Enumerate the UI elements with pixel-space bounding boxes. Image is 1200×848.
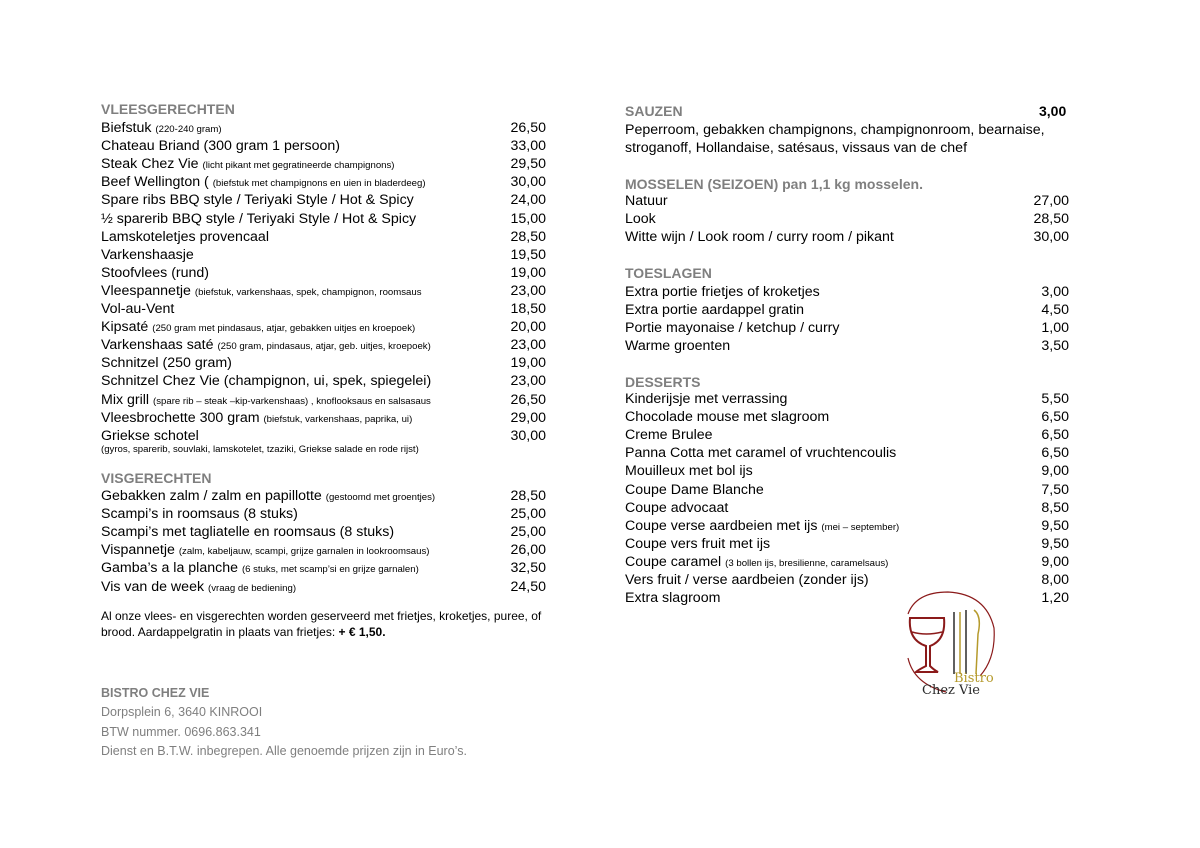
menu-item-price: 27,00 bbox=[1033, 193, 1069, 209]
menu-item-name bbox=[101, 119, 222, 139]
menu-item-note: (licht pikant met gegratineerde champignons) bbox=[202, 160, 395, 172]
menu-item-title: Coupe verse aardbeien met ijs bbox=[625, 517, 818, 534]
footer-btw: BTW nummer. 0696.863.341 bbox=[101, 725, 261, 739]
menu-item-title: Portie mayonaise / ketchup / curry bbox=[625, 320, 840, 337]
footer-service: Dienst en B.T.W. inbegrepen. Alle genoemde prijzen zijn in Euro’s. bbox=[101, 744, 467, 758]
menu-item-note: (vraag de bediening) bbox=[208, 582, 297, 594]
section-heading-desserts: DESSERTS bbox=[625, 374, 701, 390]
menu-item-title: Varkenshaas saté bbox=[101, 337, 214, 354]
menu-item-name bbox=[625, 499, 728, 517]
section-heading-vis: VISGERECHTEN bbox=[101, 470, 212, 486]
sauzen-line2-text: stroganoff, Hollandaise, satésaus, vissaus van de chef bbox=[625, 140, 968, 156]
footer-bistro-name: BISTRO CHEZ VIE bbox=[101, 686, 210, 700]
menu-item-title: Warme groenten bbox=[625, 338, 731, 355]
menu-item-note: (gestoomd met groentjes) bbox=[325, 492, 436, 503]
menu-item-price: 1,20 bbox=[1041, 590, 1069, 607]
menu-item-price: 9,50 bbox=[1041, 535, 1069, 552]
menu-item-name bbox=[101, 264, 209, 282]
menu-item-name bbox=[101, 541, 429, 561]
sauzen-line1-text: Peperroom, gebakken champignons, champignonroom, bearnaise, bbox=[625, 122, 1045, 138]
menu-item-price: 30,00 bbox=[510, 174, 546, 191]
menu-item-price: 1,00 bbox=[1041, 320, 1069, 337]
mosselen-heading-suffix: pan 1,1 kg mosselen. bbox=[778, 176, 923, 192]
menu-item-name bbox=[625, 535, 770, 553]
menu-item-price: 33,00 bbox=[510, 138, 546, 155]
menu-item-price: 32,50 bbox=[510, 560, 546, 577]
menu-item-name bbox=[101, 300, 174, 318]
menu-item-name bbox=[625, 283, 820, 301]
menu-item-title: Kipsaté bbox=[101, 319, 149, 336]
menu-item-title: Extra slagroom bbox=[625, 590, 721, 607]
menu-item-price: 19,00 bbox=[510, 264, 546, 281]
menu-item-price: 3,00 bbox=[1041, 284, 1069, 300]
sauzen-price: 3,00 bbox=[1039, 103, 1067, 119]
menu-item-name bbox=[625, 301, 804, 319]
menu-item-title: Steak Chez Vie bbox=[101, 156, 199, 173]
menu-item-price: 9,50 bbox=[1041, 517, 1069, 534]
menu-item-title: Griekse schotel bbox=[101, 427, 199, 444]
menu-item-price: 29,00 bbox=[510, 409, 546, 426]
menu-item-title: Stoofvlees (rund) bbox=[101, 264, 210, 281]
bistro-logo bbox=[896, 588, 1000, 698]
section-heading-sauzen: SAUZEN bbox=[625, 103, 683, 119]
menu-item-title: Gebakken zalm / zalm en papillotte bbox=[101, 488, 322, 504]
menu-item-note: (250 gram met pindasaus, atjar, gebakken uitjes en kroepoek) bbox=[152, 323, 416, 335]
menu-item-note: (spare rib – steak –kip-varkenshaas) , knoflooksaus en salsasaus bbox=[153, 395, 431, 407]
menu-item-name bbox=[101, 427, 199, 445]
menu-item-name bbox=[625, 589, 720, 607]
menu-item-price: 23,00 bbox=[510, 373, 546, 390]
menu-item-name bbox=[625, 426, 713, 444]
menu-item-title: Vers fruit / verse aardbeien (zonder ijs) bbox=[625, 572, 869, 588]
menu-item-title: Panna Cotta met caramel of vruchtencoulis bbox=[625, 445, 897, 462]
menu-item-name bbox=[625, 571, 869, 589]
menu-item-price: 28,50 bbox=[1033, 211, 1069, 228]
menu-item-title: Kinderijsje met verrassing bbox=[625, 391, 788, 407]
menu-item-price: 15,00 bbox=[510, 210, 546, 227]
menu-item-title: ½ sparerib BBQ style / Teriyaki Style / Hot & Spicy bbox=[101, 210, 417, 227]
menu-item-name bbox=[101, 354, 232, 372]
menu-item-name bbox=[625, 444, 896, 462]
menu-item-title: Scampi’s in roomsaus (8 stuks) bbox=[101, 506, 298, 523]
menu-item-name bbox=[625, 408, 829, 426]
menu-item-title: Varkenshaasje bbox=[101, 246, 194, 263]
menu-item-title: Vleespannetje bbox=[101, 282, 191, 299]
menu-item-note: (220-240 gram) bbox=[155, 124, 222, 135]
menu-item-price: 4,50 bbox=[1041, 302, 1069, 319]
footer-address: Dorpsplein 6, 3640 KINROOI bbox=[101, 705, 263, 719]
menu-item-price: 30,00 bbox=[510, 427, 546, 444]
menu-item-title: Gamba’s a la planche bbox=[101, 560, 238, 577]
menu-item-price: 28,50 bbox=[510, 488, 546, 504]
menu-item-price: 23,00 bbox=[510, 337, 546, 354]
menu-item-name bbox=[101, 505, 298, 523]
menu-item-title: Extra portie frietjes of kroketjes bbox=[625, 284, 820, 300]
menu-item-title: Lamskoteletjes provencaal bbox=[101, 228, 269, 245]
logo-text-bistro: Bistro bbox=[954, 671, 994, 686]
menu-item-name bbox=[625, 337, 730, 355]
menu-item-name bbox=[101, 523, 394, 541]
menu-item-name bbox=[625, 210, 656, 228]
menu-item-name bbox=[101, 578, 296, 598]
menu-item-price: 28,50 bbox=[510, 228, 546, 245]
served-note-surcharge: + € 1,50. bbox=[338, 625, 386, 639]
menu-item-name bbox=[625, 192, 668, 210]
menu-item-title: Witte wijn / Look room / curry room / pikant bbox=[625, 229, 894, 246]
menu-item-price: 7,50 bbox=[1041, 481, 1069, 498]
menu-item-name bbox=[625, 481, 764, 499]
menu-item-title: Coupe advocaat bbox=[625, 499, 729, 516]
menu-item-name bbox=[101, 372, 431, 390]
menu-item-price: 3,50 bbox=[1041, 338, 1069, 355]
menu-item-title: Schnitzel (250 gram) bbox=[101, 355, 232, 372]
section-heading-mosselen bbox=[625, 176, 923, 192]
menu-item-title: Coupe Dame Blanche bbox=[625, 481, 764, 498]
cutlery-icon bbox=[954, 610, 979, 674]
menu-item-title: Biefstuk bbox=[101, 120, 152, 136]
menu-item-price: 24,00 bbox=[510, 192, 546, 209]
menu-item-name bbox=[101, 246, 194, 264]
menu-item-price: 26,50 bbox=[510, 391, 546, 408]
menu-item-name bbox=[101, 155, 394, 175]
menu-item-name bbox=[625, 319, 839, 337]
menu-item-title: Scampi’s met tagliatelle en roomsaus (8 stuks) bbox=[101, 524, 395, 541]
menu-item-price: 6,50 bbox=[1041, 427, 1069, 444]
menu-item-price: 29,50 bbox=[510, 156, 546, 173]
logo-text-chez-vie: Chez Vie bbox=[922, 683, 981, 698]
menu-item-note: (6 stuks, met scamp’si en grijze garnalen) bbox=[241, 564, 419, 576]
menu-item-title: Beef Wellington ( bbox=[101, 174, 209, 191]
menu-item-name bbox=[101, 409, 412, 429]
menu-item-price: 9,00 bbox=[1041, 463, 1069, 480]
menu-item-name bbox=[625, 517, 899, 537]
menu-item-price: 6,50 bbox=[1041, 445, 1069, 462]
wine-glass-icon bbox=[910, 618, 944, 672]
menu-item-name bbox=[625, 228, 894, 246]
menu-item-price: 20,00 bbox=[510, 319, 546, 336]
menu-item-price: 25,00 bbox=[510, 524, 546, 541]
menu-item-price: 26,50 bbox=[510, 120, 546, 136]
menu-item-name bbox=[101, 318, 415, 338]
menu-item-name bbox=[101, 336, 431, 356]
menu-item-name bbox=[101, 210, 416, 228]
menu-item-price: 18,50 bbox=[510, 301, 546, 317]
menu-item-title: Coupe caramel bbox=[625, 553, 722, 570]
menu-item-note: (250 gram, pindasaus, atjar, geb. uitjes, kroepoek) bbox=[217, 341, 431, 353]
menu-item-title: Mix grill bbox=[101, 391, 150, 408]
menu-item-title: Schnitzel Chez Vie (champignon, ui, spek, spiegelei) bbox=[101, 373, 432, 390]
menu-item-price: 30,00 bbox=[1033, 229, 1069, 246]
menu-item-price: 24,50 bbox=[510, 578, 546, 595]
menu-item-note: (3 bollen ijs, bresilienne, caramelsaus) bbox=[725, 557, 889, 569]
menu-item-name bbox=[101, 282, 422, 302]
menu-item-price: 19,00 bbox=[510, 355, 546, 372]
menu-item-name bbox=[625, 390, 787, 408]
menu-item-price: 8,00 bbox=[1041, 572, 1069, 588]
menu-item-title: Coupe vers fruit met ijs bbox=[625, 535, 771, 552]
menu-item-name bbox=[101, 559, 419, 579]
menu-item-name bbox=[101, 173, 426, 193]
menu-item-title: Chateau Briand (300 gram 1 persoon) bbox=[101, 138, 340, 155]
menu-item-title: Vis van de week bbox=[101, 578, 205, 595]
menu-item-title: Spare ribs BBQ style / Teriyaki Style / Hot & Spicy bbox=[101, 192, 414, 209]
menu-item-price: 5,50 bbox=[1041, 391, 1069, 407]
menu-item-title: Natuur bbox=[625, 193, 668, 209]
section-heading-vlees: VLEESGERECHTEN bbox=[101, 101, 235, 117]
menu-item-title: Chocolade mouse met slagroom bbox=[625, 409, 830, 426]
menu-item-price: 25,00 bbox=[510, 506, 546, 523]
menu-item-title: Vispannetje bbox=[101, 542, 175, 559]
menu-item-price: 8,50 bbox=[1041, 499, 1069, 516]
menu-item-title: Look bbox=[625, 211, 656, 228]
menu-item-note: (biefstuk, varkenshaas, spek, champignon, roomsaus bbox=[194, 286, 422, 298]
menu-item-note: (zalm, kabeljauw, scampi, grijze garnalen in lookroomsaus) bbox=[178, 546, 430, 558]
menu-item-note: (mei – september) bbox=[821, 521, 900, 533]
menu-item-name bbox=[101, 391, 431, 411]
section-heading-toeslagen: TOESLAGEN bbox=[625, 265, 712, 281]
menu-item-name bbox=[101, 191, 414, 209]
menu-item-title: Creme Brulee bbox=[625, 427, 713, 444]
menu-item-price: 26,00 bbox=[510, 542, 546, 559]
menu-item-title: Extra portie aardappel gratin bbox=[625, 302, 805, 319]
menu-item-title: Vol-au-Vent bbox=[101, 301, 175, 317]
menu-item-name bbox=[101, 487, 435, 507]
mosselen-heading-title: MOSSELEN (SEIZOEN) bbox=[625, 176, 779, 192]
menu-item-name bbox=[101, 137, 340, 155]
menu-item-price: 6,50 bbox=[1041, 409, 1069, 426]
menu-item-name bbox=[625, 553, 888, 573]
menu-item-note: (biefstuk met champignons en uien in bladerdeeg) bbox=[212, 178, 426, 190]
menu-item-name bbox=[625, 462, 753, 480]
served-note-line1: Al onze vlees- en visgerechten worden geserveerd met frietjes, kroketjes, puree, of bbox=[101, 609, 542, 623]
served-note-line2: brood. Aardappelgratin in plaats van frietjes: bbox=[101, 625, 339, 639]
griekse-note: (gyros, sparerib, souvlaki, lamskotelet, tzaziki, Griekse salade en rode rijst) bbox=[101, 444, 419, 455]
served-note bbox=[101, 608, 581, 640]
menu-item-price: 19,50 bbox=[510, 246, 546, 263]
menu-item-note: (biefstuk, varkenshaas, paprika, ui) bbox=[263, 413, 413, 425]
menu-item-title: Vleesbrochette 300 gram bbox=[101, 409, 260, 426]
menu-item-title: Mouilleux met bol ijs bbox=[625, 463, 753, 480]
menu-item-price: 23,00 bbox=[510, 282, 546, 299]
menu-item-price: 9,00 bbox=[1041, 553, 1069, 570]
menu-item-name bbox=[101, 228, 269, 246]
